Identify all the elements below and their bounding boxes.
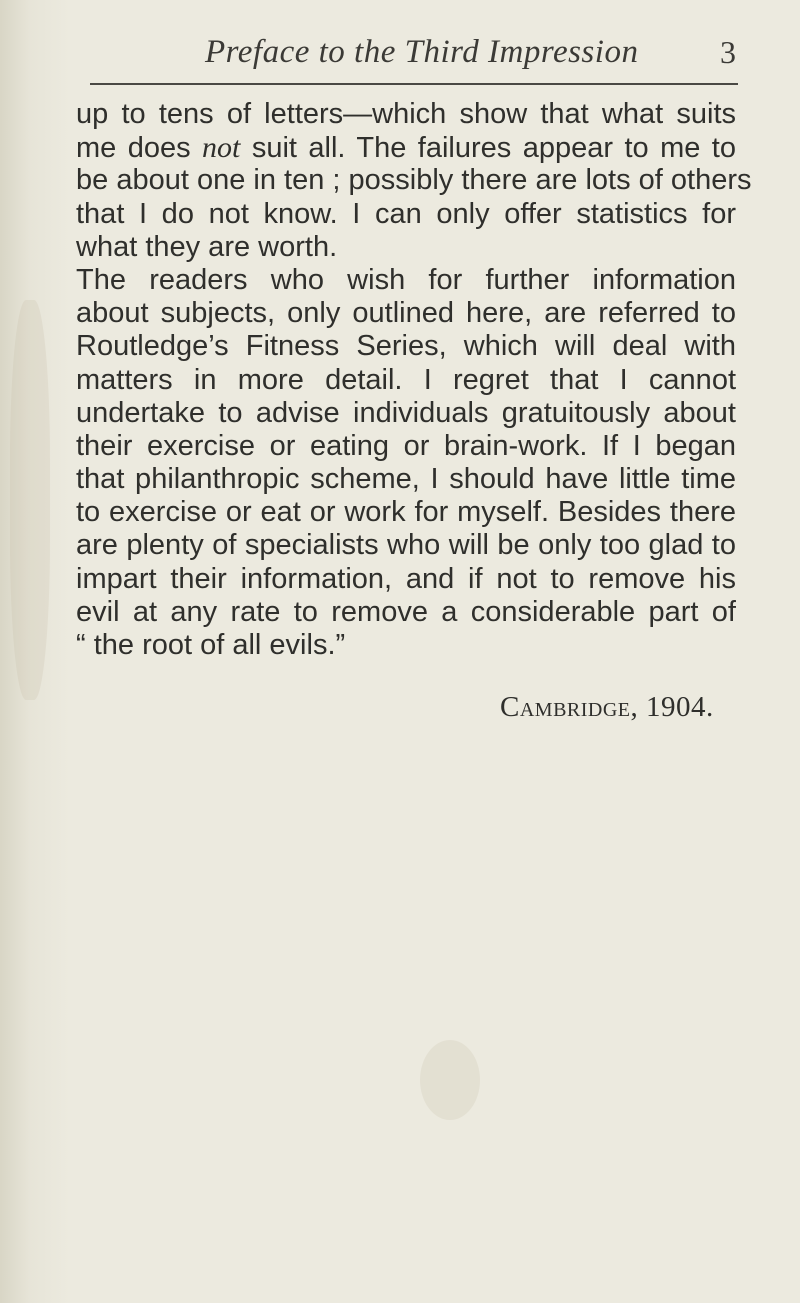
emphasis-not: not — [202, 131, 241, 165]
text-line-15: impart their information, and if not to remove his — [76, 562, 736, 595]
running-head-title: Preface to the Third Impression — [205, 34, 639, 70]
text-line-9: matters in more detail. I regret that I cannot — [76, 363, 736, 396]
text-line-2-rest: suit all. The failures appear to me to — [251, 132, 736, 165]
page-number: 3 — [720, 34, 736, 70]
text-line-2 — [76, 131, 736, 164]
signoff-place: Cambridge, — [500, 691, 639, 723]
text-line-4: that I do not know. I can only offer statistics for — [76, 197, 736, 230]
text-line-7: about subjects, only outlined here, are referred to — [76, 297, 736, 330]
text-line-16: evil at any rate to remove a considerable part of — [76, 595, 736, 628]
body-text — [76, 98, 752, 662]
text-line-12: that philanthropic scheme, I should have little time — [76, 463, 736, 496]
text-line-2-prefix: me does — [76, 132, 191, 165]
paper-stain — [10, 300, 50, 700]
running-head — [0, 34, 800, 84]
text-line-11: their exercise or eating or brain-work. If I began — [76, 429, 736, 462]
text-line-6: The readers who wish for further information — [76, 263, 736, 296]
text-line-8: Routledge’s Fitness Series, which will deal with — [76, 330, 736, 363]
text-line-1: up to tens of letters—which show that what suits — [76, 98, 736, 130]
text-line-17: “ the root of all evils.” — [76, 629, 346, 661]
paper-stain — [420, 1040, 480, 1120]
header-rule — [90, 83, 738, 85]
text-line-14: are plenty of specialists who will be only too glad to — [76, 529, 736, 562]
signoff — [500, 691, 714, 724]
signoff-year: 1904. — [646, 691, 714, 723]
text-line-3: be about one in ten ; possibly there are lots of others — [76, 164, 752, 197]
text-line-10: undertake to advise individuals gratuitously about — [76, 396, 736, 429]
text-line-13: to exercise or eat or work for myself. Besides there — [76, 496, 736, 529]
text-line-5: what they are worth. — [76, 230, 338, 263]
